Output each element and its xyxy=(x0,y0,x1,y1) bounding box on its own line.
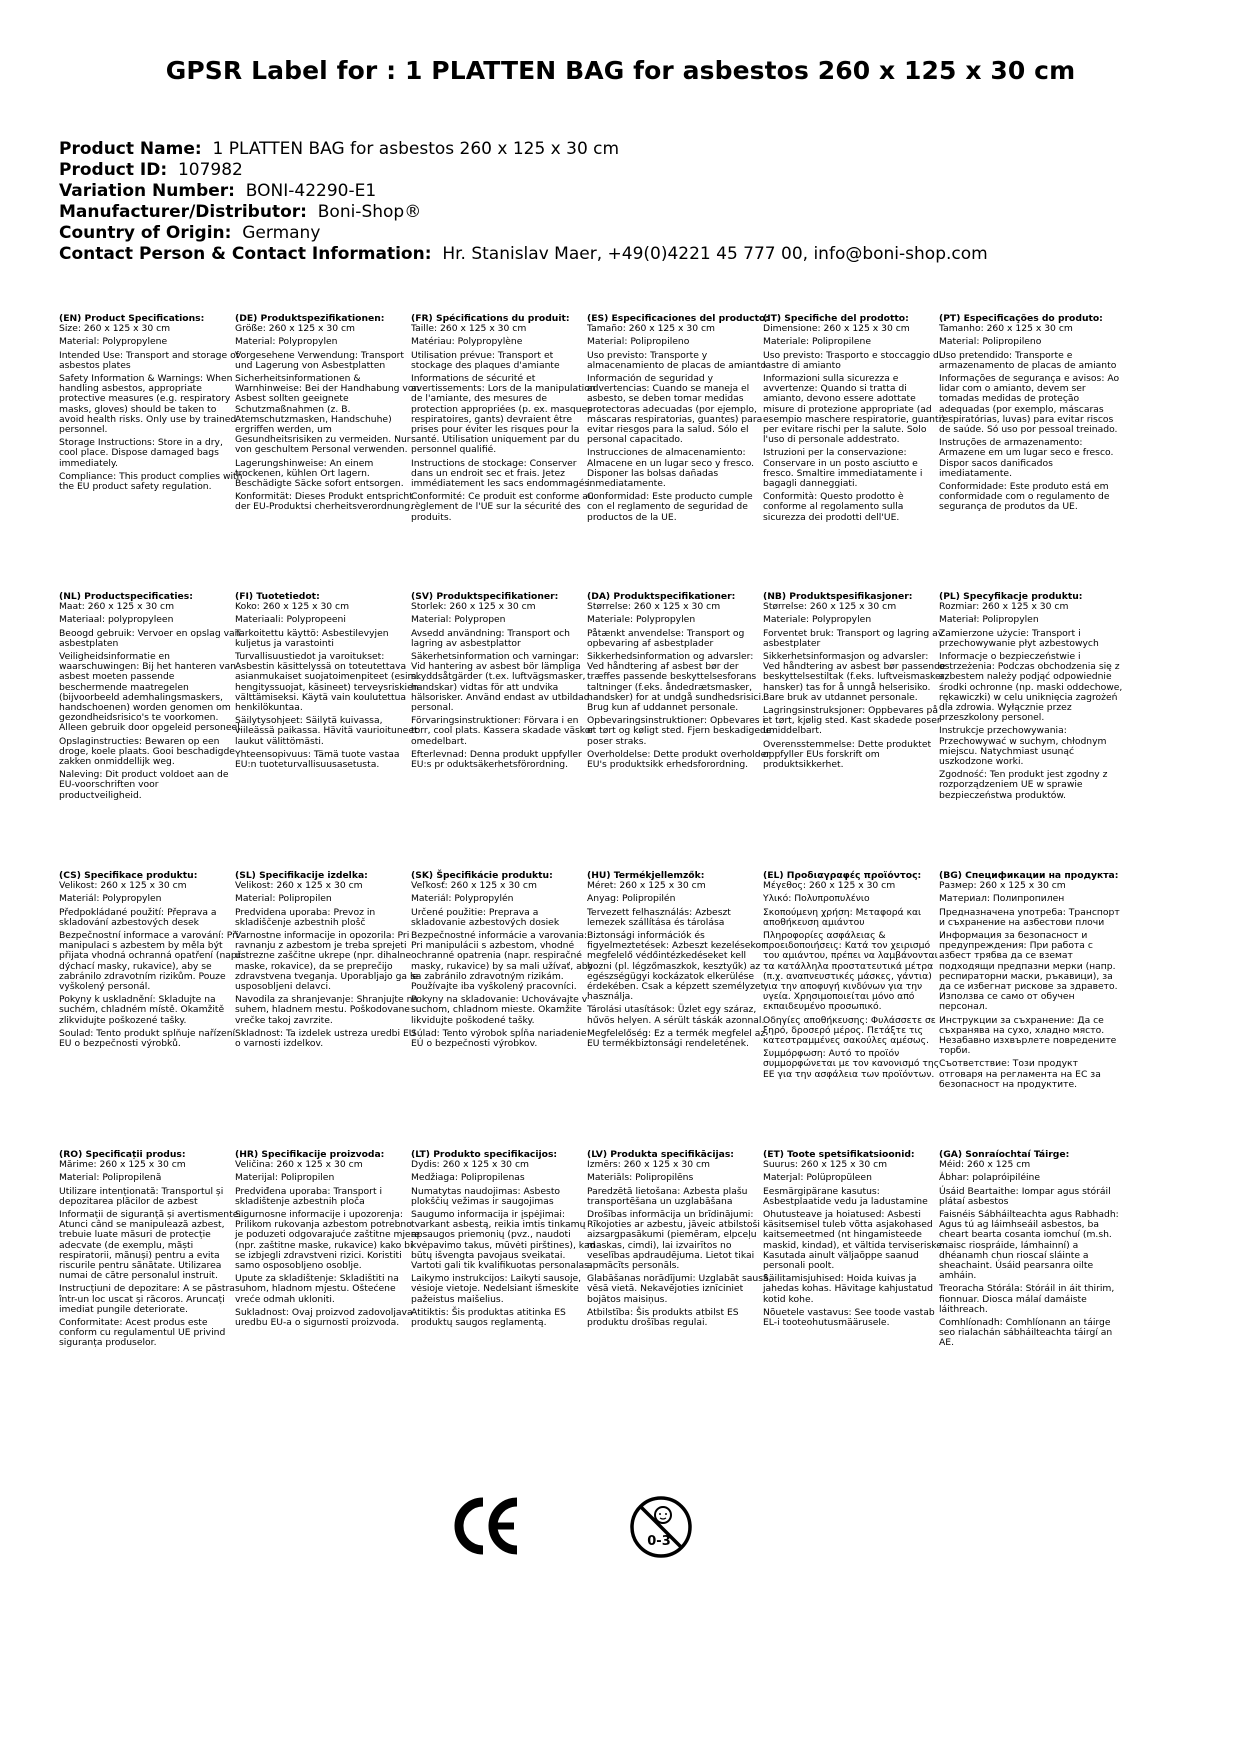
language-spec-heading: (DA) Produktspecifikationer: xyxy=(587,591,736,602)
language-spec-paragraph: Upute za skladištenje: Skladištiti na suhom, hladnom mjestu. Oštećene vreće odmah ukloniti. xyxy=(235,1273,399,1305)
info-label: Manufacturer/Distributor: xyxy=(59,202,307,222)
language-spec-paragraph: Drošības informācija un brīdinājumi: Rīkojoties ar azbestu, jāveic atbilstoši aizsargpasākumi (piemēram, elpceļu maskas, cimdi), lai izvairītos no veselības apdraudējuma. Lietot tikai apmācīts personāls. xyxy=(587,1209,760,1272)
language-spec-paragraph: Conformidad: Este producto cumple con el reglamento de seguridad de productos de la UE. xyxy=(587,491,753,523)
contact-row xyxy=(59,244,988,265)
language-spec-paragraph: Säilytysohjeet: Säilytä kuivassa, viileässä paikassa. Hävitä vaurioituneet laukut välittömästi. xyxy=(235,715,418,747)
language-spec-paragraph: Numatytas naudojimas: Asbesto plokščių vežimas ir saugojimas xyxy=(411,1185,561,1207)
language-spec-paragraph: Οδηγίες αποθήκευσης: Φυλάσσετε σε ξηρό, δροσερό μέρος. Πετάξτε τις κατεστραμμένες σακούλες αμέσως. xyxy=(763,1014,936,1047)
language-spec-heading: (DE) Produktspezifikationen: xyxy=(235,313,385,324)
language-spec-paragraph: Matériau: Polypropylène xyxy=(411,336,523,348)
language-spec-paragraph: Informacje o bezpieczeństwie i ostrzeżenia: Podczas obchodzenia się z azbestem należy podjąć odpowiednie środki ochronne (np. maski oddechowe, rękawiczki) w celu uniknięcia zagrożeń dla zdrowia. Wyłącznie przez przeszkolony personel. xyxy=(939,651,1123,724)
language-spec-paragraph: Instruções de armazenamento: Armazene em um lugar seco e fresco. Dispor sacos danificados imediatamente. xyxy=(939,437,1114,479)
country-row xyxy=(59,223,988,244)
language-spec-paragraph: Ohutusteave ja hoiatused: Asbesti käsitsemisel tuleb võtta asjakohased kaitsemeetmed (nt hingamisteede maskid, kindad), et vältida terviseriske. Kasutada ainult väljaõppe saanud personali poolt. xyxy=(763,1209,945,1272)
language-spec-heading: (EN) Product Specifications: xyxy=(59,313,205,324)
language-spec-paragraph: Velikost: 260 x 125 x 30 cm xyxy=(235,880,363,892)
language-spec-paragraph: Biztonsági információk és figyelmeztetések: Azbeszt kezelésekor megfelelő védőintézkedéseket kell hozni (pl. légzőmaszkok, kesztyűk) az egészségügyi kockázatok elkerülése érdekében. Csak a képzett személyzet használja. xyxy=(587,930,765,1003)
language-spec-paragraph: Lagringsinstruksjoner: Oppbevares på et tørt, kjølig sted. Kast skadede poser umiddelbart. xyxy=(763,705,941,737)
language-spec-paragraph: Treoracha Stórála: Stóráil in áit thirim, fionnuar. Diosca málaí damáiste láithreach. xyxy=(939,1283,1115,1315)
language-spec-paragraph: Nõuetele vastavus: See toode vastab EL-i tooteohutusmäärusele. xyxy=(763,1306,935,1329)
language-spec-paragraph: Efterlevnad: Denna produkt uppfyller EU:s pr oduktsäkerhetsförordning. xyxy=(411,748,582,771)
language-spec-paragraph: Maat: 260 x 125 x 30 cm xyxy=(59,601,175,613)
variation-number-row xyxy=(59,181,988,202)
language-spec-paragraph: Méret: 260 x 125 x 30 cm xyxy=(587,880,706,892)
info-label: Product Name: xyxy=(59,139,202,159)
language-spec-paragraph: Avsedd användning: Transport och lagring av asbestplattor xyxy=(411,627,570,649)
language-spec-paragraph: Méid: 260 x 125 cm xyxy=(939,1159,1031,1171)
language-spec-block xyxy=(763,592,948,773)
language-spec-paragraph: Forventet bruk: Transport og lagring av asbestplater xyxy=(763,627,944,649)
language-spec-block xyxy=(235,314,420,516)
language-spec-block xyxy=(939,871,1124,1093)
language-spec-paragraph: Инструкции за съхранение: Да се съхранява на сухо, хладно място. Незабавно изхвърлете повредените торби. xyxy=(939,1014,1117,1057)
language-spec-paragraph: Sicherheitsinformationen & Warnhinweise: Bei der Handhabung von Asbest sollten geeignete Schutzmaßnahmen (z. B. Atemschutzmasken, Handschuhe) ergriffen werden, um Gesundheitsrisiken zu vermeiden. Nur von geschultem Personal verwenden. xyxy=(235,373,420,456)
language-spec-paragraph: Overensstemmelse: Dette produktet oppfyller EUs forskrift om produktsikkerhet. xyxy=(763,738,932,771)
language-spec-block xyxy=(939,1150,1124,1352)
language-spec-paragraph: Veľkosť: 260 x 125 x 30 cm xyxy=(411,880,537,892)
language-spec-paragraph: Størrelse: 260 x 125 x 30 cm xyxy=(587,601,721,613)
language-spec-paragraph: Medžiaga: Polipropilenas xyxy=(411,1172,525,1184)
manufacturer-row xyxy=(59,202,988,223)
language-spec-paragraph: Taille: 260 x 125 x 30 cm xyxy=(411,323,527,335)
language-spec-heading: (SL) Specifikacije izdelka: xyxy=(235,870,368,881)
language-spec-heading: (LT) Produkto specifikacijos: xyxy=(411,1149,558,1160)
language-spec-paragraph: Uso pretendido: Transporte e armazenamento de placas de amianto xyxy=(939,349,1117,371)
language-spec-paragraph: Material: Polipropilenă xyxy=(59,1172,162,1184)
language-spec-paragraph: Safety Information & Warnings: When handling asbestos, appropriate protective measures (e.g. respiratory masks, gloves) should be taken to avoid health risks. Only use by trained personnel. xyxy=(59,373,237,436)
language-spec-paragraph: Materiál: Polypropylén xyxy=(411,893,514,905)
language-spec-paragraph: Størrelse: 260 x 125 x 30 cm xyxy=(763,601,897,613)
language-spec-paragraph: Dimensione: 260 x 125 x 30 cm xyxy=(763,323,910,335)
language-spec-paragraph: Size: 260 x 125 x 30 cm xyxy=(59,323,171,335)
language-spec-heading: (IT) Specifiche del prodotto: xyxy=(763,313,909,324)
language-spec-paragraph: Συμμόρφωση: Αυτό το προϊόν συμμορφώνεται με τον κανονισμό της ΕΕ για την ασφάλεια των προϊόντων. xyxy=(763,1048,940,1080)
language-spec-paragraph: Instrukcje przechowywania: Przechowywać w suchym, chłodnym miejscu. Natychmiast usunąć uszkodzone worki. xyxy=(939,725,1107,768)
page-title: GPSR Label for : 1 PLATTEN BAG for asbestos 260 x 125 x 30 cm xyxy=(165,56,1076,85)
language-spec-paragraph: Conformidade: Este produto está em conformidade com o regulamento de segurança de produtos da UE. xyxy=(939,481,1110,513)
language-spec-paragraph: Bezpečnostní informace a varování: Při manipulaci s azbestem by měla být přijata vhodná ochranná opatření (např. dýchací masky, rukavice), aby se zabránilo zdravotním rizikům. Pouze vyškolený personál. xyxy=(59,930,243,993)
info-value: BONI-42290-E1 xyxy=(245,181,377,201)
language-spec-paragraph: Informations de sécurité et avertissements: Lors de la manipulation de l'amiante, des mesures de protection appropriées (p. ex. masques respiratoires, gants) devraient être prises pour éviter les risques pour la santé. Utilisation uniquement par du personnel qualifié. xyxy=(411,373,596,456)
language-spec-block xyxy=(59,871,244,1052)
language-spec-paragraph: Informações de segurança e avisos: Ao lidar com o amianto, devem ser tomadas medidas de proteção adequadas (por exemplo, máscaras respiratórias, luvas) para evitar riscos de saúde. Só uso por pessoal treinado. xyxy=(939,373,1120,436)
language-spec-paragraph: Conformitate: Acest produs este conform cu regulamentul UE privind siguranța produselor. xyxy=(59,1317,226,1349)
language-spec-paragraph: Súlad: Tento výrobok spĺňa nariadenie EÚ o bezpečnosti výrobkov. xyxy=(411,1027,587,1050)
language-spec-paragraph: Uso previsto: Trasporto e stoccaggio di lastre di amianto xyxy=(763,349,942,371)
language-spec-paragraph: Material: Polypropylen xyxy=(235,336,338,348)
language-spec-paragraph: Material: Polipropileno xyxy=(939,336,1042,348)
language-spec-block xyxy=(763,871,948,1083)
language-spec-paragraph: Materiale: Polypropylen xyxy=(763,614,872,626)
language-spec-block xyxy=(763,314,948,526)
language-spec-block xyxy=(59,592,244,804)
language-spec-paragraph: Информация за безопасност и предупреждения: При работа с азбест трябва да се вземат подходящи предпазни мерки (напр. респираторни маски, ръкавици), за да се избегнат рискове за здравето. Използва се само от обучен персонал. xyxy=(939,930,1118,1013)
language-spec-paragraph: Beoogd gebruik: Vervoer en opslag van asbestplaten xyxy=(59,627,241,649)
language-spec-paragraph: Veiligheidsinformatie en waarschuwingen: Bij het hanteren van asbest moeten passende beschermende maatregelen (bijvoorbeeld ademhalingsmaskers, handschoenen) worden genomen om gezondheidsrisico's te voorkomen. Alleen gebruik door opgeleid personeel. xyxy=(59,651,243,734)
language-spec-paragraph: Tamaño: 260 x 125 x 30 cm xyxy=(587,323,715,335)
language-spec-paragraph: Megfelelőség: Ez a termék megfelel az EU termékbiztonsági rendeletének. xyxy=(587,1027,766,1050)
language-spec-paragraph: Mărime: 260 x 125 x 30 cm xyxy=(59,1159,186,1171)
language-spec-paragraph: Faisnéis Sábháilteachta agus Rabhadh: Agus tú ag láimhseáil asbestos, ba cheart bearta cosanta iomchuí (m.sh. maisc riospráide, lámhainní) a dhéanamh chun rioscaí sláinte a sheachaint. Úsáid pearsanra oilte amháin. xyxy=(939,1209,1119,1282)
language-spec-paragraph: Instrucțiuni de depozitare: A se păstra într-un loc uscat și răcoros. Aruncați imediat pungile deteriorate. xyxy=(59,1283,235,1315)
language-spec-block xyxy=(235,592,420,773)
language-spec-paragraph: Μέγεθος: 260 x 125 x 30 cm xyxy=(763,880,896,892)
language-spec-block xyxy=(411,871,596,1052)
language-spec-paragraph: Lagerungshinweise: An einem trockenen, kühlen Ort lagern. Beschädigte Säcke sofort entsorgen. xyxy=(235,457,404,490)
language-spec-paragraph: Úsáid Beartaithe: Iompar agus stóráil plátaí asbestos xyxy=(939,1185,1111,1207)
language-spec-paragraph: Conformità: Questo prodotto è conforme al regolamento sulla sicurezza dei prodotti dell'UE. xyxy=(763,491,904,523)
language-spec-block xyxy=(587,1150,772,1331)
language-spec-block xyxy=(939,592,1124,804)
language-spec-block xyxy=(411,314,596,526)
language-spec-paragraph: Материал: Полипропилен xyxy=(939,893,1065,905)
language-spec-paragraph: Σκοπούμενη χρήση: Μεταφορά και αποθήκευση αμιάντου xyxy=(763,906,922,928)
language-spec-heading: (PL) Specyfikacje produktu: xyxy=(939,591,1083,602)
language-spec-paragraph: Informații de siguranță și avertismente: Atunci când se manipulează azbest, trebuie luate măsuri de protecție adecvate (de exemplu, măști respiratorii, mănuși) pentru a evita riscurile pentru sănătate. Utilizarea numai de către personalul instruit. xyxy=(59,1209,242,1282)
language-spec-paragraph: Förvaringsinstruktioner: Förvara i en torr, cool plats. Kassera skadade väskor omedelbart. xyxy=(411,715,595,747)
info-value: Germany xyxy=(242,223,321,243)
info-label: Contact Person & Contact Information: xyxy=(59,244,432,264)
language-spec-paragraph: Pokyny na skladovanie: Uchovávajte v suchom, chladnom mieste. Okamžite likvidujte poškodené tašky. xyxy=(411,994,588,1026)
language-spec-paragraph: Informazioni sulla sicurezza e avvertenze: Quando si tratta di amianto, devono essere adottate misure di protezione appropriate (ad esempio maschere respiratorie, guanti) per evitare rischi per la salute. Solo l'uso di personale addestrato. xyxy=(763,373,945,446)
language-spec-paragraph: Anyag: Polipropilén xyxy=(587,893,676,905)
language-spec-paragraph: Tarkoitettu käyttö: Asbestilevyjen kuljetus ja varastointi xyxy=(235,627,389,649)
language-spec-paragraph: Zgodność: Ten produkt jest zgodny z rozporządzeniem UE w sprawie bezpieczeństwa produktów. xyxy=(939,769,1108,801)
info-label: Country of Origin: xyxy=(59,223,232,243)
language-spec-heading: (FI) Tuotetiedot: xyxy=(235,591,320,602)
language-spec-paragraph: Izmērs: 260 x 125 x 30 cm xyxy=(587,1159,710,1171)
language-spec-paragraph: Material: Polypropylene xyxy=(59,336,168,348)
compliance-marks xyxy=(0,1495,1241,1595)
info-label: Product ID: xyxy=(59,160,168,180)
language-spec-heading: (NL) Productspecificaties: xyxy=(59,591,193,602)
product-name-row xyxy=(59,139,988,160)
info-value: 107982 xyxy=(177,160,243,180)
language-spec-paragraph: Atitiktis: Šis produktas atitinka ES produktų saugos reglamentą. xyxy=(411,1306,566,1329)
language-spec-paragraph: Opbevaringsinstruktioner: Opbevares i et tørt og køligt sted. Fjern beskadigede poser straks. xyxy=(587,715,772,747)
language-spec-paragraph: Skladnost: Ta izdelek ustreza uredbi EU o varnosti izdelkov. xyxy=(235,1027,416,1050)
language-spec-paragraph: Materiale: Polypropylen xyxy=(587,614,696,626)
language-spec-paragraph: Información de seguridad y advertencias: Cuando se maneja el asbesto, se deben tomar medidas protectoras adecuadas (por ejemplo, máscaras respiratorias, guantes) para evitar riesgos para la salud. Sólo el personal capacitado. xyxy=(587,373,763,446)
language-spec-paragraph: Tárolási utasítások: Üzlet egy száraz, hűvös helyen. A sérült táskák azonnal. xyxy=(587,1004,765,1026)
language-spec-paragraph: Säkerhetsinformation och varningar: Vid hantering av asbest bör lämpliga skyddsåtgärder (t.ex. luftvägsmasker, handskar) vidtas för att undvika hälsorisker. Använd endast av utbildad personal. xyxy=(411,651,590,714)
language-spec-paragraph: Instrucciones de almacenamiento: Almacene en un lugar seco y fresco. Disponer las bolsas dañadas inmediatamente. xyxy=(587,447,755,490)
info-value: Boni-Shop® xyxy=(317,202,422,222)
language-spec-paragraph: Suurus: 260 x 125 x 30 cm xyxy=(763,1159,888,1171)
language-spec-block xyxy=(411,1150,596,1331)
language-spec-paragraph: Paredzētā lietošana: Azbesta plašu transportēšana un uzglabāšana xyxy=(587,1185,748,1207)
language-spec-paragraph: Ábhar: polapróipiléine xyxy=(939,1172,1041,1184)
not-for-children-0-3-icon xyxy=(629,1495,693,1559)
language-spec-paragraph: Conformité: Ce produit est conforme au règlement de l'UE sur la sécurité des produits. xyxy=(411,491,594,523)
language-spec-paragraph: Predviđena uporaba: Transport i skladištenje azbestnih ploča xyxy=(235,1185,383,1207)
language-spec-paragraph: Предназначена употреба: Транспорт и съхранение на азбестови плочи xyxy=(939,906,1120,928)
language-spec-heading: (LV) Produkta specifikācijas: xyxy=(587,1149,734,1160)
language-spec-paragraph: Sigurnosne informacije i upozorenja: Prilikom rukovanja azbestom potrebno je poduzeti odgovarajuće zaštitne mjere (npr. zaštitne maske, rukavice) kako bi se izbjegli zdravstveni rizici. Koristiti samo osposobljeno osoblje. xyxy=(235,1209,420,1272)
language-spec-paragraph: Materijal: Polipropilen xyxy=(235,1172,335,1184)
language-spec-paragraph: Saugumo informacija ir įspėjimai: tvarkant asbestą, reikia imtis tinkamų apsaugos priemonių (pvz., naudoti kvėpavimo takus, mūvėti pirštines), kad būtų išvengta pavojaus sveikatai. Vartoti gali tik kvalifikuotas personalas. xyxy=(411,1209,596,1272)
ce-mark-icon xyxy=(453,1495,523,1557)
language-spec-paragraph: Säilitamisjuhised: Hoida kuivas ja jahedas kohas. Hävitage kahjustatud kotid kohe. xyxy=(763,1273,933,1305)
language-spec-paragraph: Storage Instructions: Store in a dry, cool place. Dispose damaged bags immediately. xyxy=(59,437,223,469)
language-spec-paragraph: Materiaal: polypropyleen xyxy=(59,614,174,626)
language-spec-heading: (NB) Produktspesifikasjoner: xyxy=(763,591,913,602)
language-spec-paragraph: Soulad: Tento produkt splňuje nařízení EU o bezpečnosti výrobků. xyxy=(59,1027,236,1050)
language-spec-paragraph: Materiał: Polipropylen xyxy=(939,614,1039,626)
language-spec-paragraph: Velikost: 260 x 125 x 30 cm xyxy=(59,880,187,892)
language-spec-heading: (ES) Especificaciones del producto: xyxy=(587,313,769,324)
language-spec-paragraph: Koko: 260 x 125 x 30 cm xyxy=(235,601,350,613)
language-spec-paragraph: Zamierzone użycie: Transport i przechowywanie płyt azbestowych xyxy=(939,627,1099,649)
language-spec-block xyxy=(59,1150,244,1352)
language-spec-paragraph: Varnostne informacije in opozorila: Pri ravnanju z azbestom je treba sprejeti ustrezne zaščitne ukrepe (npr. dihalne maske, rokavice), da se preprečijo zdravstvena tveganja. Uporabljajo ga le usposobljeni delavci. xyxy=(235,930,419,993)
language-spec-heading: (GA) Sonraíochtaí Táirge: xyxy=(939,1149,1070,1160)
language-spec-paragraph: Určené použitie: Preprava a skladovanie azbestových dosiek xyxy=(411,906,560,928)
language-spec-paragraph: Overholdelse: Dette produkt overholder EU's produktsikk erhedsforordning. xyxy=(587,748,771,771)
language-spec-paragraph: Materiál: Polypropylen xyxy=(59,893,162,905)
language-spec-block xyxy=(587,592,772,773)
language-spec-paragraph: Utilisation prévue: Transport et stockage des plaques d'amiante xyxy=(411,349,560,371)
language-spec-block xyxy=(587,314,772,526)
svg-text:0-3: 0-3 xyxy=(647,1534,671,1549)
language-spec-paragraph: Yhteensopivuus: Tämä tuote vastaa EU:n tuoteturvallisuusasetusta. xyxy=(235,748,400,771)
language-spec-paragraph: Tamanho: 260 x 125 x 30 cm xyxy=(939,323,1073,335)
language-spec-paragraph: Υλικό: Πολυπροπυλένιο xyxy=(763,893,870,905)
language-spec-paragraph: Konformität: Dieses Produkt entspricht der EU-Produktsi cherheitsverordnung. xyxy=(235,491,413,513)
language-spec-heading: (SV) Produktspecifikationer: xyxy=(411,591,559,602)
language-spec-paragraph: Veličina: 260 x 125 x 30 cm xyxy=(235,1159,363,1171)
language-spec-paragraph: Påtænkt anvendelse: Transport og opbevaring af asbestplader xyxy=(587,627,745,649)
language-spec-heading: (CS) Specifikace produktu: xyxy=(59,870,198,881)
language-spec-paragraph: Съответствие: Този продукт отговаря на регламента на ЕС за безопасност на продуктите. xyxy=(939,1058,1101,1090)
language-spec-paragraph: Material: Polipropilen xyxy=(235,893,332,905)
language-spec-paragraph: Rozmiar: 260 x 125 x 30 cm xyxy=(939,601,1069,613)
language-spec-paragraph: Predvidena uporaba: Prevoz in skladiščenje azbestnih plošč xyxy=(235,906,376,928)
language-spec-paragraph: Materiāls: Polipropilēns xyxy=(587,1172,694,1184)
language-spec-heading: (RO) Specificații produs: xyxy=(59,1149,186,1160)
language-spec-paragraph: Glabāšanas norādījumi: Uzglabāt sausā, vēsā vietā. Nekavējoties iznīciniet bojātos maisiņus. xyxy=(587,1273,772,1305)
language-spec-paragraph: Vorgesehene Verwendung: Transport und Lagerung von Asbestplatten xyxy=(235,349,405,371)
language-spec-paragraph: Atbilstība: Šis produkts atbilst ES produktu drošības regulai. xyxy=(587,1306,739,1329)
language-spec-paragraph: Istruzioni per la conservazione: Conservare in un posto asciutto e fresco. Smaltire immediatamente i bagagli danneggiati. xyxy=(763,447,923,490)
language-spec-paragraph: Uso previsto: Transporte y almacenamiento de placas de amianto xyxy=(587,349,767,371)
language-spec-block xyxy=(587,871,772,1052)
info-value: Hr. Stanislav Maer, +49(0)4221 45 777 00, info@boni-shop.com xyxy=(442,244,988,264)
language-spec-heading: (PT) Especificações do produto: xyxy=(939,313,1103,324)
language-spec-block xyxy=(59,314,244,495)
language-spec-paragraph: Größe: 260 x 125 x 30 cm xyxy=(235,323,356,335)
language-spec-paragraph: Storlek: 260 x 125 x 30 cm xyxy=(411,601,536,613)
language-spec-paragraph: Navodila za shranjevanje: Shranjujte na suhem, hladnem mestu. Poškodovane vrečke takoj zavrzite. xyxy=(235,994,419,1026)
language-spec-paragraph: Laikymo instrukcijos: Laikyti sausoje, vėsioje vietoje. Nedelsiant išmeskite pažeistus maišelius. xyxy=(411,1273,582,1305)
language-spec-paragraph: Sikkerhetsinformasjon og advarsler: Ved håndtering av asbest bør passende beskyttelsestiltak (f.eks. luftveismasker, hansker) tas for å unngå helserisiko. Bare bruk av utdannet personale. xyxy=(763,651,948,703)
language-spec-heading: (HR) Specifikacije proizvoda: xyxy=(235,1149,385,1160)
language-spec-block xyxy=(411,592,596,773)
info-label: Variation Number: xyxy=(59,181,235,201)
language-spec-paragraph: Sukladnost: Ovaj proizvod zadovoljava uredbu EU-a o sigurnosti proizvoda. xyxy=(235,1306,413,1329)
language-spec-heading: (FR) Spécifications du produit: xyxy=(411,313,570,324)
language-spec-paragraph: Πληροφορίες ασφάλειας & προειδοποιήσεις: Κατά τον χειρισμό του αμιάντου, πρέπει να λαμβάνονται τα κατάλληλα προστατευτικά μέτρα (π.χ. αναπνευστικές μάσκες, γάντια) για την αποφυγή κινδύνων για την υγεία. Χρησιμοποιείται μόνο από εκπαιδευμένο προσωπικό. xyxy=(763,930,938,1013)
language-spec-paragraph: Intended Use: Transport and storage of asbestos plates xyxy=(59,349,239,371)
language-spec-paragraph: Turvallisuustiedot ja varoitukset: Asbestin käsittelyssä on toteutettava asianmukaiset suojatoimenpiteet (esim. hengityssuojat, käsineet) terveysriskien välttämiseksi. Käytä vain koulutettua henkilökuntaa. xyxy=(235,651,420,714)
language-spec-paragraph: Material: Polipropileno xyxy=(587,336,690,348)
language-spec-heading: (BG) Спецификации на продукта: xyxy=(939,870,1119,881)
language-spec-heading: (HU) Termékjellemzők: xyxy=(587,870,705,881)
language-spec-block xyxy=(939,314,1124,516)
language-spec-paragraph: Bezpečnostné informácie a varovania: Pri manipulácii s azbestom, vhodné ochranné opatrenia (napr. respiračné masky, rukavice) by sa mali užívať, aby sa zabránilo zdravotným rizikám. Používajte iba vyškolený pracovníci. xyxy=(411,930,593,993)
product-id-row xyxy=(59,160,988,181)
language-spec-paragraph: Opslaginstructies: Bewaren op een droge, koele plaats. Gooi beschadigde zakken onmiddellijk weg. xyxy=(59,735,235,768)
language-spec-paragraph: Předpokládané použití: Přeprava a skladování azbestových desek xyxy=(59,906,217,928)
language-spec-paragraph: Comhlíonadh: Comhlíonann an táirge seo rialachán sábháilteachta táirgí an AE. xyxy=(939,1317,1113,1349)
language-spec-paragraph: Размер: 260 x 125 x 30 cm xyxy=(939,880,1066,892)
language-spec-paragraph: Materjal: Polüpropüleen xyxy=(763,1172,872,1184)
language-spec-heading: (ET) Toote spetsifikatsioonid: xyxy=(763,1149,915,1160)
language-spec-block xyxy=(235,871,420,1052)
language-spec-paragraph: Compliance: This product complies with the EU product safety regulation. xyxy=(59,470,243,493)
language-spec-paragraph: Utilizare intenționată: Transportul și depozitarea plăcilor de azbest xyxy=(59,1185,224,1207)
language-spec-paragraph: Materiale: Polipropilene xyxy=(763,336,872,348)
language-spec-heading: (EL) Προδιαγραφές προϊόντος: xyxy=(763,870,922,881)
language-spec-heading: (SK) Špecifikácie produktu: xyxy=(411,870,553,881)
language-spec-paragraph: Sikkerhedsinformation og advarsler: Ved håndtering af asbest bør der træffes passende beskyttelsesforans taltninger (f.eks. åndedrætsmasker, handsker) for at undgå sundhedsrisici. Brug kun af uddannet personale. xyxy=(587,651,764,714)
language-spec-paragraph: Naleving: Dit product voldoet aan de EU-voorschriften voor productveiligheid. xyxy=(59,769,229,801)
language-spec-paragraph: Tervezett felhasználás: Azbeszt lemezek szállítása és tárolása xyxy=(587,906,731,928)
language-spec-paragraph: Materiaali: Polypropeeni xyxy=(235,614,346,626)
language-spec-paragraph: Instructions de stockage: Conserver dans un endroit sec et frais. Jetez immédiatement les sacs endommagés. xyxy=(411,457,593,490)
language-spec-paragraph: Pokyny k uskladnění: Skladujte na suchém, chladném místě. Okamžitě zlikvidujte poškozené tašky. xyxy=(59,994,225,1026)
language-spec-paragraph: Material: Polypropen xyxy=(411,614,506,626)
language-spec-block xyxy=(763,1150,948,1331)
language-spec-paragraph: Dydis: 260 x 125 x 30 cm xyxy=(411,1159,529,1171)
info-value: 1 PLATTEN BAG for asbestos 260 x 125 x 30 cm xyxy=(212,139,620,159)
language-spec-paragraph: Eesmärgipärane kasutus: Asbestplaatide vedu ja ladustamine xyxy=(763,1185,928,1207)
product-info xyxy=(59,139,988,265)
language-spec-block xyxy=(235,1150,420,1331)
